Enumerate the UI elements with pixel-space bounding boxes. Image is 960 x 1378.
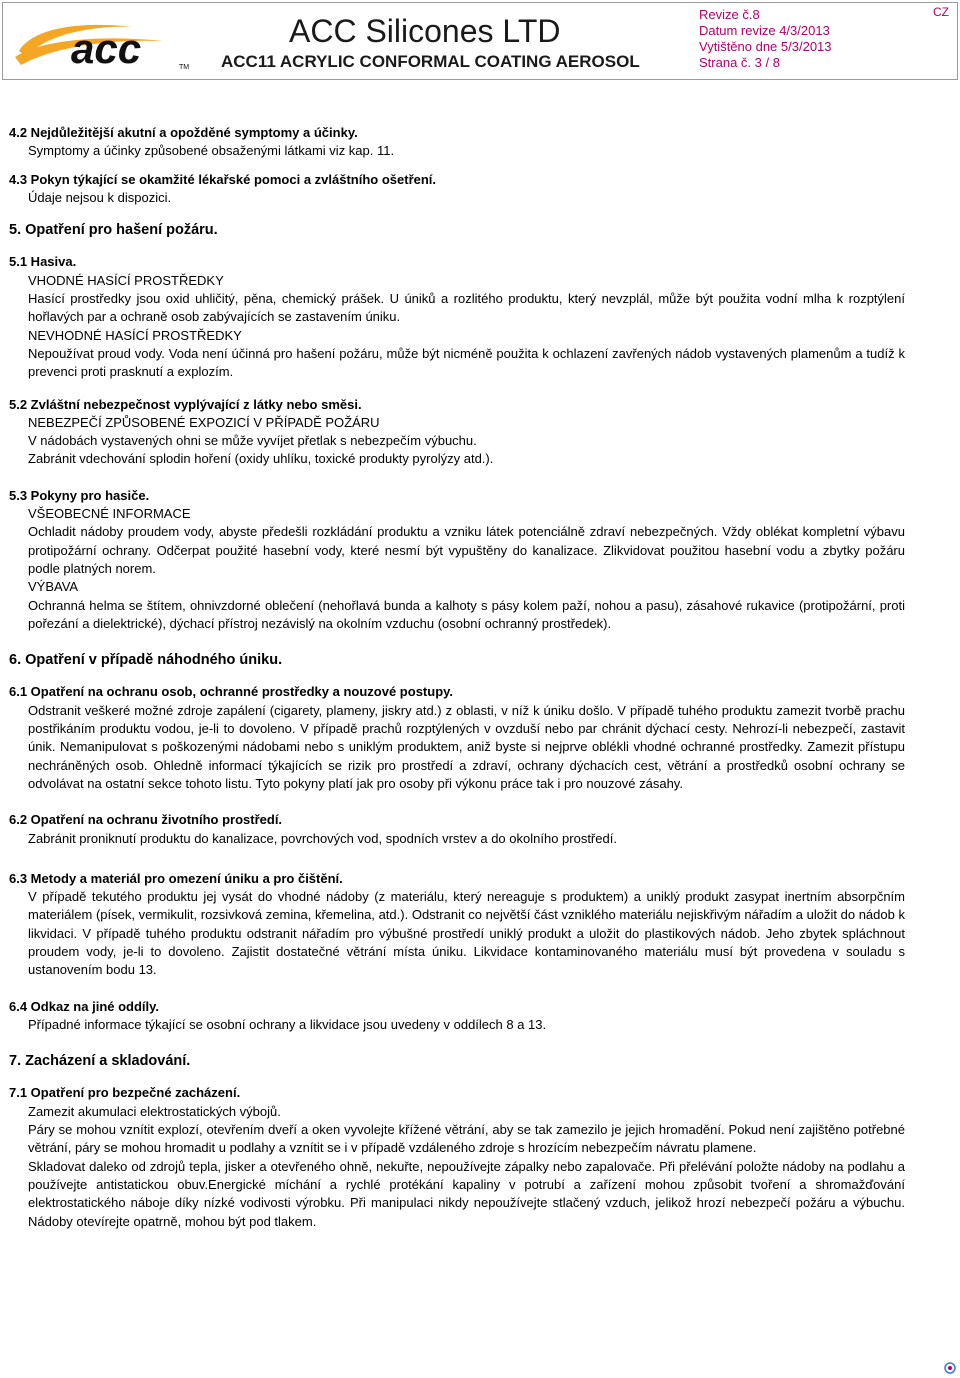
logo-tm: TM — [179, 64, 190, 71]
section-text: Skladovat daleko od zdrojů tepla, jisker a otevřeného ohně, nekuřte, nepoužívejte zápalky nebo zapalovače. Při přelévání položte nádoby na podlahu a používejte antistatickou obuv.Energické míchání a rychlé protékání kapaliny v potrubí a zařízení mohou způsobit tvoření a shromažďování elektrostatického náboje díky nízké vodivosti výrobku. Při manipulaci nikdy nepoužívejte stlačený vzduch, jelikož hrozí nebezpečí požáru a výbuchu. Nádoby otevírejte opatrně, mohou být pod tlakem. — [28, 1158, 905, 1229]
section-heading: 4.2 Nejdůležitější akutní a opožděné symptomy a účinky. — [9, 125, 358, 140]
chapter-heading: 7. Zacházení a skladování. — [9, 1053, 191, 1070]
section-text: Zamezit akumulaci elektrostatických výbojů. — [28, 1103, 281, 1119]
section-text: Hasící prostředky jsou oxid uhličitý, pěna, chemický prášek. U úniků a rozlitého produktu, který nevzplál, může být použita vodní mlha k rozptýlení hořlavých par a ochraně osob zabývajících se zastavením úniku. — [28, 291, 905, 325]
corner-icon — [944, 1362, 956, 1374]
section-text: Nepoužívat proud vody. Voda není účinná pro hašení požáru, může být nicméně použita k ochlazení zavřených nádob vystavených plamenům a tudíž k prevenci proti prasknutí a explozím. — [28, 345, 905, 380]
section-heading: 7.1 Opatření pro bezpečné zacházení. — [9, 1085, 241, 1101]
section-text: Ochranná helma se štítem, ohnivzdorné oblečení (nehořlavá bunda a kalhoty s pásy kolem paží, nohou a pasu), zásahové rukavice (protipožární, proti pořezání a dielektrické), dýchací přístroj nezávislý na okolním vzduchu (osobní ochranný prostředek). — [28, 597, 905, 631]
section-heading: 4.3 Pokyn týkající se okamžité lékařské pomoci a zvláštního ošetření. — [9, 171, 437, 187]
section-text: Zabránit vdechování splodin hoření (oxidy uhlíku, toxické produkty pyrolýzy atd.). — [28, 451, 494, 467]
revision-number: Revize č.8 — [699, 7, 760, 22]
subheading: VHODNÉ HASÍCÍ PROSTŘEDKY — [28, 272, 224, 288]
revision-date: Datum revize 4/3/2013 — [699, 23, 830, 38]
logo-text: acc — [71, 25, 142, 72]
section-text: Odstranit veškeré možné zdroje zapálení (cigarety, plameny, jiskry atd.) z oblasti, v níž k úniku došlo. V případě tuhého produktu zamezit tvorbě prachu postřikáním produktu vodou, je-li to dovoleno. V případě prachů rozptýlených v ovzduší nebo par chránit dýchací cesty. Nehrozí-li nebezpečí, zastavit únik. Nemanipulovat s poškozenými nádobami nebo s uniklým produktem, aniž byste si nejprve oblékli vhodné ochranné prostředky. Zamezit přístupu nechráněných osob. Ohledně informací týkajících se rizik pro prostředí a zdraví, ochrany dýchacích cest, větrání a prostředků osobní ochrany se odvolávat na ostatní sekce tohoto listu. Tyto pokyny platí jak pro osoby při výkonu práce tak i pro nouzové zásahy. — [28, 702, 905, 791]
revision-info — [699, 7, 832, 71]
subheading: VÝBAVA — [28, 579, 79, 595]
subheading: VŠEOBECNÉ INFORMACE — [28, 506, 191, 522]
section-heading: 6.3 Metody a materiál pro omezení úniku a pro čištění. — [9, 870, 343, 886]
section-text: V případě tekutého produktu jej vysát do vhodné nádoby (z materiálu, který nereaguje s produktem) a uniklý produkt zasypat inertním absorpčním materiálem (písek, vermikulit, rozsivková zemina, křemelina, atd.). Odstranit co největší část vzniklého materiálu nejiskřivým nářadím a uložit do nádob k likvidaci. V případě tuhého produktu odstranit nářadím pro výbušné prostředí uniklý produkt a uložit do plastikových nádob. Jeho zbytek spláchnout proudem vody, je-li to dovoleno. Zajistit dostatečné větrání místa úniku. Likvidace kontaminovaného materiálu musí být provedena v souladu s ustanovením bodu 13. — [28, 889, 905, 978]
section-text: Páry se mohou vznítit explozí, otevřením dveří a oken vyvolejte křížené větrání, aby se tak zamezilo je jejich hromadění. Pokud není zajištěno potřebné větrání, páry se mohou hromadit u podlahy a vznítit se i v případě vzdáleného zdroje s hrozícím nebezpečím návratu plamene. — [28, 1122, 905, 1156]
subheading: NEVHODNÉ HASÍCÍ PROSTŘEDKY — [28, 327, 242, 343]
section-text: Případné informace týkající se osobní ochrany a likvidace jsou uvedeny v oddílech 8 a 13. — [28, 1016, 547, 1032]
section-heading: 5.2 Zvláštní nebezpečnost vyplývající z látky nebo směsi. — [9, 396, 362, 412]
section-heading: 5.3 Pokyny pro hasiče. — [9, 487, 150, 503]
section-text: Symptomy a účinky způsobené obsaženými látkami viz kap. 11. — [28, 143, 395, 159]
acc-logo — [13, 17, 193, 75]
section-text: Údaje nejsou k dispozici. — [28, 189, 172, 205]
section-text: V nádobách vystavených ohni se může vyvíjet přetlak s nebezpečím výbuchu. — [28, 433, 477, 449]
section-text: Zabránit proniknutí produktu do kanalizace, povrchových vod, spodních vrstev a do okolního prostředí. — [28, 830, 617, 846]
company-name: ACC Silicones LTD — [289, 13, 561, 49]
chapter-heading: 6. Opatření v případě náhodného úniku. — [9, 652, 283, 669]
section-heading: 6.1 Opatření na ochranu osob, ochranné prostředky a nouzové postupy. — [9, 684, 454, 700]
language-code: CZ — [933, 5, 949, 19]
product-name: ACC11 ACRYLIC CONFORMAL COATING AEROSOL — [221, 52, 640, 71]
document-body — [9, 124, 905, 1231]
section-heading: 6.2 Opatření na ochranu životního prostředí. — [9, 812, 283, 828]
subheading: NEBEZPEČÍ ZPŮSOBENÉ EXPOZICÍ V PŘÍPADĚ POŽÁRU — [28, 414, 380, 430]
chapter-heading: 5. Opatření pro hašení požáru. — [9, 222, 218, 239]
section-text: Ochladit nádoby proudem vody, abyste předešli rozkládání produktu a vzniku látek potenciálně zdraví nebezpečných. Vždy oblékat kompletní výbavu protipožární ochrany. Odčerpat použité hasební vody, které nesmí být vypuštěny do kanalizace. Zlikvidovat použitou hasební vodu a zbytky požáru podle platných norem. — [28, 524, 905, 576]
printed-date: Vytištěno dne 5/3/2013 — [699, 39, 832, 54]
section-heading: 6.4 Odkaz na jiné oddíly. — [9, 998, 160, 1014]
page-number: Strana č. 3 / 8 — [699, 55, 780, 70]
section-heading: 5.1 Hasiva. — [9, 254, 77, 270]
page-header — [2, 2, 958, 80]
